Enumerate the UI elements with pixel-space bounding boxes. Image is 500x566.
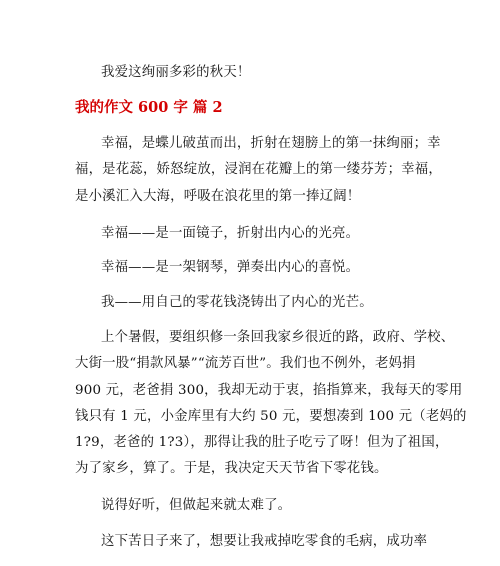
paragraph-line: 上个暑假，要组织修一条回我家乡很近的路，政府、学校、 bbox=[101, 330, 455, 345]
paragraph-line: 幸福，是蝶儿破茧而出，折射在翅膀上的第一抹绚丽；幸 bbox=[101, 136, 441, 151]
paragraph-line: 大街一股“捐款风暴”“流芳百世”。我们也不例外，老妈捐 bbox=[75, 356, 416, 371]
essay-heading: 我的作文 600 字 篇 2 bbox=[75, 99, 223, 116]
paragraph-line: 我——用自己的零花钱浇铸出了内心的光芒。 bbox=[101, 295, 373, 310]
paragraph-line: 900 元，老爸捐 300，我却无动于衷，掐指算来，我每天的零用 bbox=[75, 383, 463, 398]
paragraph-line: 幸福——是一面镜子，折射出内心的光亮。 bbox=[101, 226, 360, 241]
paragraph-line: 1?9，老爸的 1?3），那得让我的肚子吃亏了呀！但为了祖国， bbox=[75, 435, 449, 450]
paragraph-line: 说得好听，但做起来就太难了。 bbox=[101, 498, 292, 513]
paragraph-line: 钱只有 1 元，小金库里有大约 50 元，要想凑到 100 元（老妈的 bbox=[75, 409, 467, 424]
paragraph-line: 福，是花蕊，娇怒绽放，浸润在花瓣上的第一缕芬芳；幸福， bbox=[75, 162, 442, 177]
paragraph-line: 是小溪汇入大海，呼吸在浪花里的第一捧辽阔！ bbox=[75, 189, 361, 204]
paragraph-line: 这下苦日子来了，想要让我戒掉吃零食的毛病，成功率 bbox=[101, 534, 428, 549]
paragraph-line: 为了家乡，算了。于是，我决定天天节省下零花钱。 bbox=[75, 461, 388, 476]
paragraph-line: 幸福——是一架钢琴，弹奏出内心的喜悦。 bbox=[101, 260, 360, 275]
intro-line: 我爱这绚丽多彩的秋天！ bbox=[101, 65, 251, 80]
